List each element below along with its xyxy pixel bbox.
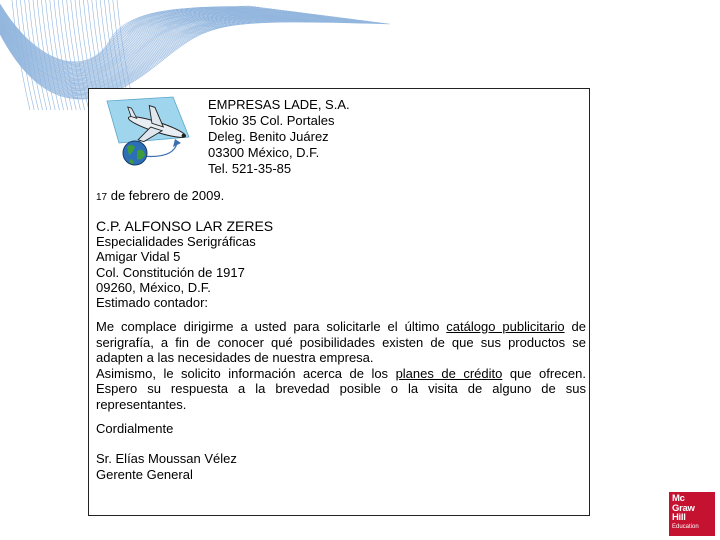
recipient-city: 09260, México, D.F. bbox=[96, 279, 211, 295]
salutation: Estimado contador: bbox=[96, 295, 209, 311]
signer-name: Sr. Elías Moussan Vélez bbox=[96, 451, 237, 466]
recipient-block bbox=[96, 219, 273, 310]
date-rest: de febrero de 2009. bbox=[107, 188, 225, 203]
letter-body bbox=[96, 319, 586, 413]
company-address-city: 03300 México, D.F. bbox=[208, 145, 320, 160]
body-paragraph-1 bbox=[96, 319, 586, 366]
logo-graw: Graw bbox=[672, 502, 695, 514]
wave-line bbox=[0, 20, 368, 94]
company-name: EMPRESAS LADE, S.A. bbox=[208, 97, 350, 112]
recipient-name: C.P. ALFONSO LAR ZERES bbox=[96, 218, 274, 234]
logo-hill: Hill bbox=[672, 512, 686, 523]
signature-block bbox=[96, 451, 237, 482]
body-p2-text-start: Asimismo, le solicito información acerca de los bbox=[96, 365, 396, 381]
body-p2-text-end: que ofrecen. Espero su respuesta a la brevedad posible o la visita de alguno de sus representantes. bbox=[96, 365, 586, 412]
recipient-colonia: Col. Constitución de 1917 bbox=[96, 264, 245, 280]
closing: Cordialmente bbox=[96, 421, 174, 436]
airplane-globe-clipart bbox=[103, 95, 195, 171]
body-p1-text-start: Me complace dirigirme a usted para solicitarle el último bbox=[96, 319, 447, 334]
sender-company-block bbox=[208, 97, 350, 177]
logo-education: Education bbox=[672, 523, 699, 530]
date-day: 17 bbox=[96, 192, 108, 203]
company-address-district: Deleg. Benito Juárez bbox=[208, 129, 329, 144]
recipient-street: Amigar Vidal 5 bbox=[96, 249, 181, 265]
body-paragraph-2 bbox=[96, 366, 586, 413]
credit-plans-text: planes de crédito bbox=[395, 365, 503, 381]
company-address-street: Tokio 35 Col. Portales bbox=[208, 113, 335, 128]
catalog-link-text: catálogo publicitario bbox=[446, 319, 565, 334]
letter-document bbox=[88, 88, 590, 516]
signer-title: Gerente General bbox=[96, 466, 193, 482]
mcgraw-hill-logo bbox=[669, 492, 715, 536]
recipient-company: Especialidades Serigráficas bbox=[96, 234, 256, 250]
company-phone: Tel. 521-35-85 bbox=[208, 161, 292, 176]
body-p1-text-end: de serigrafía, a fin de conocer qué posibilidades existen de que sus productos se adapten a las necesidades de nuestra empresa. bbox=[96, 319, 586, 366]
logo-mc: Mc bbox=[672, 493, 685, 504]
letter-date bbox=[96, 188, 224, 203]
